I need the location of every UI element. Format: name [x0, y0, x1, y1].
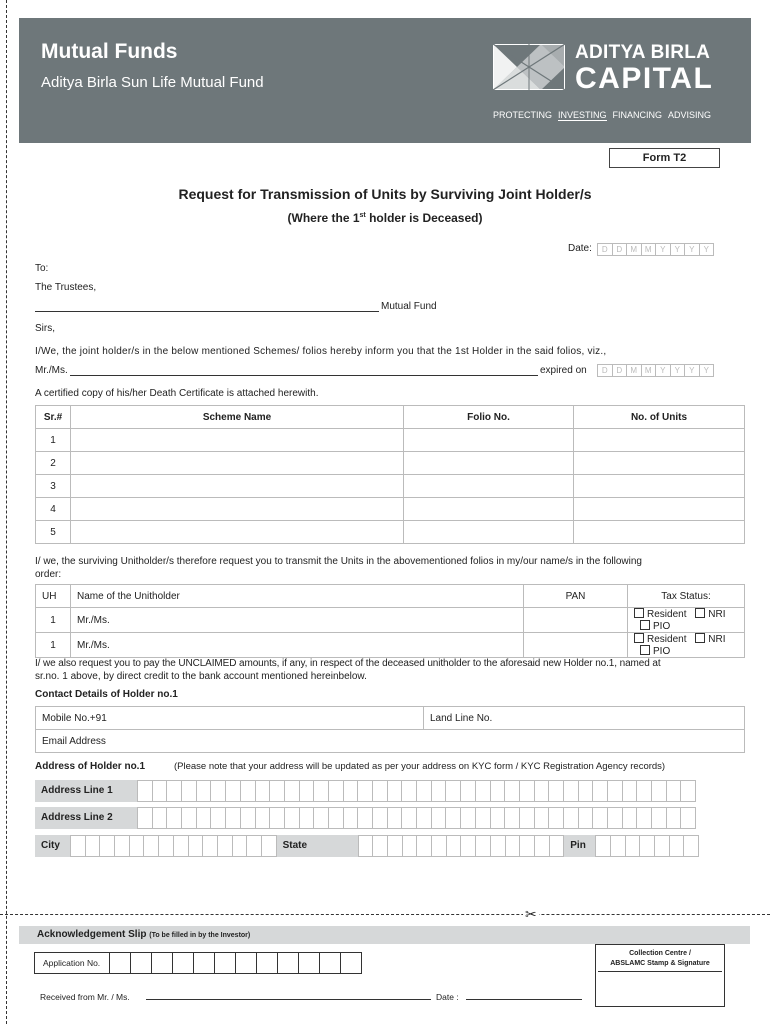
deceased-name-line[interactable]	[70, 364, 538, 376]
nri-label: NRI	[708, 634, 726, 645]
char-box[interactable]	[402, 835, 418, 857]
ack-slip-bar	[19, 926, 750, 944]
char-box[interactable]	[636, 807, 652, 829]
unitholder-table	[35, 584, 745, 658]
char-box[interactable]	[357, 780, 373, 802]
aditya-birla-logo-icon	[493, 44, 565, 90]
uh-number: 1	[36, 633, 71, 658]
uh-number: 1	[36, 608, 71, 633]
char-box[interactable]	[578, 807, 594, 829]
ack-title-note: (To be filled in by the Investor)	[149, 932, 251, 939]
units-cell[interactable]	[574, 452, 745, 475]
date-box[interactable]: M	[641, 364, 657, 377]
char-box[interactable]	[669, 835, 685, 857]
units-cell[interactable]	[574, 429, 745, 452]
char-box[interactable]	[269, 780, 285, 802]
pio-label: PIO	[653, 621, 671, 632]
scheme-name-cell[interactable]	[71, 498, 404, 521]
char-box[interactable]	[152, 780, 168, 802]
char-box[interactable]	[343, 780, 359, 802]
subtitle-text-end: holder is Deceased)	[365, 211, 483, 225]
city-label: City	[35, 835, 71, 857]
application-no-row[interactable]	[34, 952, 362, 974]
received-from-label: Received from Mr. / Ms.	[40, 992, 130, 1002]
char-box[interactable]	[202, 835, 218, 857]
city-state-pin-row[interactable]	[35, 835, 699, 857]
pio-checkbox[interactable]	[640, 645, 650, 655]
row-number: 1	[36, 429, 71, 452]
char-box[interactable]	[622, 780, 638, 802]
tax-status-cell	[628, 633, 745, 658]
logo-text-line1: ADITYA BIRLA	[575, 42, 711, 63]
char-box[interactable]	[401, 780, 417, 802]
char-box[interactable]	[358, 835, 374, 857]
char-box[interactable]	[519, 835, 535, 857]
char-box[interactable]	[240, 780, 256, 802]
folio-cell[interactable]	[404, 521, 574, 544]
col-header-tax: Tax Status:	[628, 585, 745, 608]
date-box[interactable]: D	[612, 364, 628, 377]
resident-checkbox[interactable]	[634, 633, 644, 643]
char-box[interactable]	[210, 807, 226, 829]
char-box[interactable]	[387, 835, 403, 857]
address-line1-label: Address Line 1	[35, 780, 138, 802]
folio-cell[interactable]	[404, 429, 574, 452]
char-box[interactable]	[284, 807, 300, 829]
table-row	[36, 633, 745, 658]
char-box[interactable]	[299, 807, 315, 829]
char-box[interactable]	[114, 835, 130, 857]
char-box[interactable]	[549, 835, 565, 857]
char-box[interactable]	[255, 807, 271, 829]
stamp-line2: ABSLAMC Stamp & Signature	[610, 960, 710, 967]
app-no-box[interactable]	[193, 952, 215, 974]
col-header-sr: Sr.#	[36, 406, 71, 429]
char-box[interactable]	[196, 780, 212, 802]
app-no-box[interactable]	[340, 952, 362, 974]
char-box[interactable]	[166, 807, 182, 829]
ack-date-label: Date :	[436, 992, 459, 1002]
char-box[interactable]	[610, 835, 626, 857]
table-row	[36, 452, 745, 475]
char-box[interactable]	[210, 780, 226, 802]
tagline-word: ADVISING	[668, 110, 712, 120]
transmit-text: I/ we, the surviving Unitholder/s therefore request you to transmit the Units in the abovementioned folios in my/our name/s in the following	[35, 556, 642, 567]
char-box[interactable]	[607, 807, 623, 829]
char-box[interactable]	[313, 780, 329, 802]
char-box[interactable]	[313, 807, 329, 829]
mutual-fund-name-line[interactable]	[35, 300, 379, 312]
folio-cell[interactable]	[404, 475, 574, 498]
char-box[interactable]	[401, 807, 417, 829]
app-no-box[interactable]	[214, 952, 236, 974]
date-box[interactable]: M	[626, 243, 642, 256]
state-label: State	[277, 835, 359, 857]
intro-text: I/We, the joint holder/s in the below mentioned Schemes/ folios hereby inform you that the 1st Holder in the said folios, viz.,	[35, 346, 607, 357]
col-header-name: Name of the Unitholder	[71, 585, 524, 608]
table-row	[36, 475, 745, 498]
char-box[interactable]	[387, 807, 403, 829]
scheme-name-cell[interactable]	[71, 452, 404, 475]
col-header-uh: UH	[36, 585, 71, 608]
char-box[interactable]	[534, 807, 550, 829]
char-box[interactable]	[181, 807, 197, 829]
scheme-name-cell[interactable]	[71, 521, 404, 544]
char-box[interactable]	[460, 807, 476, 829]
char-box[interactable]	[129, 835, 145, 857]
date-box[interactable]: D	[612, 243, 628, 256]
char-box[interactable]	[519, 780, 535, 802]
header-banner	[19, 18, 751, 143]
contact-table	[35, 706, 745, 753]
date-box[interactable]: M	[626, 364, 642, 377]
nri-label: NRI	[708, 609, 726, 620]
row-number: 4	[36, 498, 71, 521]
char-box[interactable]	[158, 835, 174, 857]
date-box[interactable]: D	[597, 243, 613, 256]
char-box[interactable]	[446, 835, 462, 857]
resident-checkbox[interactable]	[634, 608, 644, 618]
char-box[interactable]	[431, 780, 447, 802]
form-number: Form T2	[609, 148, 720, 168]
char-box[interactable]	[519, 807, 535, 829]
char-box[interactable]	[328, 807, 344, 829]
char-box[interactable]	[343, 807, 359, 829]
char-box[interactable]	[505, 835, 521, 857]
row-number: 5	[36, 521, 71, 544]
ack-title: Acknowledgement Slip	[37, 929, 147, 940]
form-subtitle	[0, 211, 770, 225]
row-number: 3	[36, 475, 71, 498]
cut-line-vertical	[6, 0, 7, 1024]
tax-status-cell	[628, 608, 745, 633]
table-row	[36, 429, 745, 452]
resident-label: Resident	[647, 634, 687, 645]
contact-heading: Contact Details of Holder no.1	[35, 689, 178, 700]
char-box[interactable]	[445, 807, 461, 829]
table-row	[36, 498, 745, 521]
resident-label: Resident	[647, 609, 687, 620]
address-line1-row[interactable]	[35, 780, 696, 802]
death-cert-text: A certified copy of his/her Death Certificate is attached herewith.	[35, 388, 319, 399]
tagline-word: PROTECTING	[493, 110, 553, 120]
address-line2-label: Address Line 2	[35, 807, 138, 829]
address-heading: Address of Holder no.1	[35, 761, 146, 772]
date-box[interactable]: Y	[670, 364, 686, 377]
unclaimed-text-2: sr.no. 1 above, by direct credit to the bank account mentioned hereinbelow.	[35, 671, 367, 682]
mobile-field[interactable]: Mobile No.+91	[36, 707, 424, 730]
char-box[interactable]	[99, 835, 115, 857]
date-box[interactable]: D	[597, 364, 613, 377]
char-box[interactable]	[651, 807, 667, 829]
char-box[interactable]	[372, 780, 388, 802]
scheme-name-cell[interactable]	[71, 429, 404, 452]
char-box[interactable]	[166, 780, 182, 802]
char-box[interactable]	[416, 807, 432, 829]
char-box[interactable]	[666, 807, 682, 829]
col-header-folio: Folio No.	[404, 406, 574, 429]
folio-cell[interactable]	[404, 498, 574, 521]
char-box[interactable]	[504, 807, 520, 829]
app-no-box[interactable]	[235, 952, 257, 974]
row-number: 2	[36, 452, 71, 475]
tagline	[493, 110, 711, 121]
units-cell[interactable]	[574, 521, 745, 544]
table-header-row	[36, 585, 745, 608]
char-box[interactable]	[188, 835, 204, 857]
mutual-fund-label: Mutual Fund	[381, 301, 437, 312]
address-line2-row[interactable]	[35, 807, 696, 829]
char-box[interactable]	[85, 835, 101, 857]
stamp-caption	[598, 947, 722, 972]
char-box[interactable]	[70, 835, 86, 857]
char-box[interactable]	[578, 780, 594, 802]
header-title: Mutual Funds	[41, 40, 178, 63]
char-box[interactable]	[431, 835, 447, 857]
char-box[interactable]	[137, 780, 153, 802]
char-box[interactable]	[595, 835, 611, 857]
char-box[interactable]	[152, 807, 168, 829]
char-box[interactable]	[475, 780, 491, 802]
char-box[interactable]	[607, 780, 623, 802]
landline-field[interactable]: Land Line No.	[424, 707, 745, 730]
char-box[interactable]	[548, 780, 564, 802]
char-box[interactable]	[246, 835, 262, 857]
date-box[interactable]: M	[641, 243, 657, 256]
char-box[interactable]	[460, 780, 476, 802]
col-header-pan: PAN	[524, 585, 628, 608]
scissors-icon: ✂	[525, 906, 537, 922]
char-box[interactable]	[387, 780, 403, 802]
pio-label: PIO	[653, 646, 671, 657]
char-box[interactable]	[225, 807, 241, 829]
transmit-text-order: order:	[35, 569, 62, 580]
unitholder-name-cell[interactable]: Mr./Ms.	[71, 608, 524, 633]
char-box[interactable]	[651, 780, 667, 802]
col-header-scheme: Scheme Name	[71, 406, 404, 429]
app-no-box[interactable]	[319, 952, 341, 974]
units-cell[interactable]	[574, 498, 745, 521]
pio-checkbox[interactable]	[640, 620, 650, 630]
char-box[interactable]	[592, 780, 608, 802]
char-box[interactable]	[680, 780, 696, 802]
app-no-box[interactable]	[172, 952, 194, 974]
char-box[interactable]	[445, 780, 461, 802]
char-box[interactable]	[490, 807, 506, 829]
char-box[interactable]	[475, 835, 491, 857]
char-box[interactable]	[431, 807, 447, 829]
char-box[interactable]	[666, 780, 682, 802]
date-input-boxes[interactable]	[598, 243, 714, 256]
char-box[interactable]	[225, 780, 241, 802]
char-box[interactable]	[490, 780, 506, 802]
char-box[interactable]	[475, 807, 491, 829]
char-box[interactable]	[196, 807, 212, 829]
char-box[interactable]	[548, 807, 564, 829]
date-box[interactable]: Y	[699, 243, 715, 256]
subtitle-sup: st	[359, 212, 366, 219]
char-box[interactable]	[416, 835, 432, 857]
folio-cell[interactable]	[404, 452, 574, 475]
char-box[interactable]	[269, 807, 285, 829]
unclaimed-text: I/ we also request you to pay the UNCLAIMED amounts, if any, in respect of the deceased unitholder to the aforesaid new Holder no.1, named at	[35, 658, 661, 669]
stamp-line1: Collection Centre /	[629, 950, 691, 957]
nri-checkbox[interactable]	[695, 608, 705, 618]
received-from-line[interactable]	[146, 990, 431, 1000]
to-label: To:	[35, 263, 49, 274]
expired-date-boxes[interactable]	[598, 364, 714, 377]
char-box[interactable]	[534, 780, 550, 802]
email-field[interactable]: Email Address	[36, 730, 745, 753]
cut-line-horizontal	[0, 914, 770, 915]
date-box[interactable]: Y	[684, 243, 700, 256]
char-box[interactable]	[490, 835, 506, 857]
table-header-row	[36, 406, 745, 429]
char-box[interactable]	[654, 835, 670, 857]
char-box[interactable]	[173, 835, 189, 857]
date-box[interactable]: Y	[670, 243, 686, 256]
units-cell[interactable]	[574, 475, 745, 498]
pin-label: Pin	[564, 835, 596, 857]
date-box[interactable]: Y	[655, 243, 671, 256]
char-box[interactable]	[683, 835, 699, 857]
pan-cell[interactable]	[524, 633, 628, 658]
char-box[interactable]	[534, 835, 550, 857]
char-box[interactable]	[592, 807, 608, 829]
date-box[interactable]: Y	[699, 364, 715, 377]
schemes-table	[35, 405, 745, 544]
char-box[interactable]	[240, 807, 256, 829]
char-box[interactable]	[299, 780, 315, 802]
char-box[interactable]	[284, 780, 300, 802]
expired-label: expired on	[540, 365, 587, 376]
logo-text-line2: CAPITAL	[575, 62, 714, 95]
char-box[interactable]	[137, 807, 153, 829]
char-box[interactable]	[622, 807, 638, 829]
char-box[interactable]	[460, 835, 476, 857]
app-no-box[interactable]	[277, 952, 299, 974]
table-row	[36, 521, 745, 544]
scheme-name-cell[interactable]	[71, 475, 404, 498]
char-box[interactable]	[372, 807, 388, 829]
collection-stamp-box	[595, 944, 725, 1007]
tagline-word: FINANCING	[612, 110, 663, 120]
app-no-box[interactable]	[130, 952, 152, 974]
header-subtitle: Aditya Birla Sun Life Mutual Fund	[41, 74, 264, 91]
date-label: Date:	[568, 243, 592, 254]
nri-checkbox[interactable]	[695, 633, 705, 643]
char-box[interactable]	[372, 835, 388, 857]
app-no-box[interactable]	[109, 952, 131, 974]
subtitle-text: (Where the 1	[287, 211, 360, 225]
app-no-label: Application No.	[34, 952, 110, 974]
char-box[interactable]	[416, 780, 432, 802]
sirs-label: Sirs,	[35, 323, 55, 334]
char-box[interactable]	[504, 780, 520, 802]
ack-date-line[interactable]	[466, 990, 582, 1000]
char-box[interactable]	[563, 807, 579, 829]
char-box[interactable]	[217, 835, 233, 857]
date-box[interactable]: Y	[684, 364, 700, 377]
app-no-box[interactable]	[256, 952, 278, 974]
char-box[interactable]	[143, 835, 159, 857]
col-header-units: No. of Units	[574, 406, 745, 429]
char-box[interactable]	[680, 807, 696, 829]
form-title: Request for Transmission of Units by Surviving Joint Holder/s	[178, 186, 592, 202]
char-box[interactable]	[357, 807, 373, 829]
char-box[interactable]	[328, 780, 344, 802]
pan-cell[interactable]	[524, 608, 628, 633]
char-box[interactable]	[232, 835, 248, 857]
trustees-label: The Trustees,	[35, 282, 97, 293]
date-box[interactable]: Y	[655, 364, 671, 377]
char-box[interactable]	[563, 780, 579, 802]
address-note: (Please note that your address will be updated as per your address on KYC form / KYC Registration Agency records)	[174, 761, 666, 772]
char-box[interactable]	[639, 835, 655, 857]
app-no-box[interactable]	[298, 952, 320, 974]
mrms-label: Mr./Ms.	[35, 365, 68, 376]
char-box[interactable]	[261, 835, 277, 857]
char-box[interactable]	[625, 835, 641, 857]
tagline-word-highlight: INVESTING	[558, 110, 607, 120]
app-no-box[interactable]	[151, 952, 173, 974]
char-box[interactable]	[255, 780, 271, 802]
char-box[interactable]	[181, 780, 197, 802]
table-row	[36, 608, 745, 633]
unitholder-name-cell[interactable]: Mr./Ms.	[71, 633, 524, 658]
char-box[interactable]	[636, 780, 652, 802]
